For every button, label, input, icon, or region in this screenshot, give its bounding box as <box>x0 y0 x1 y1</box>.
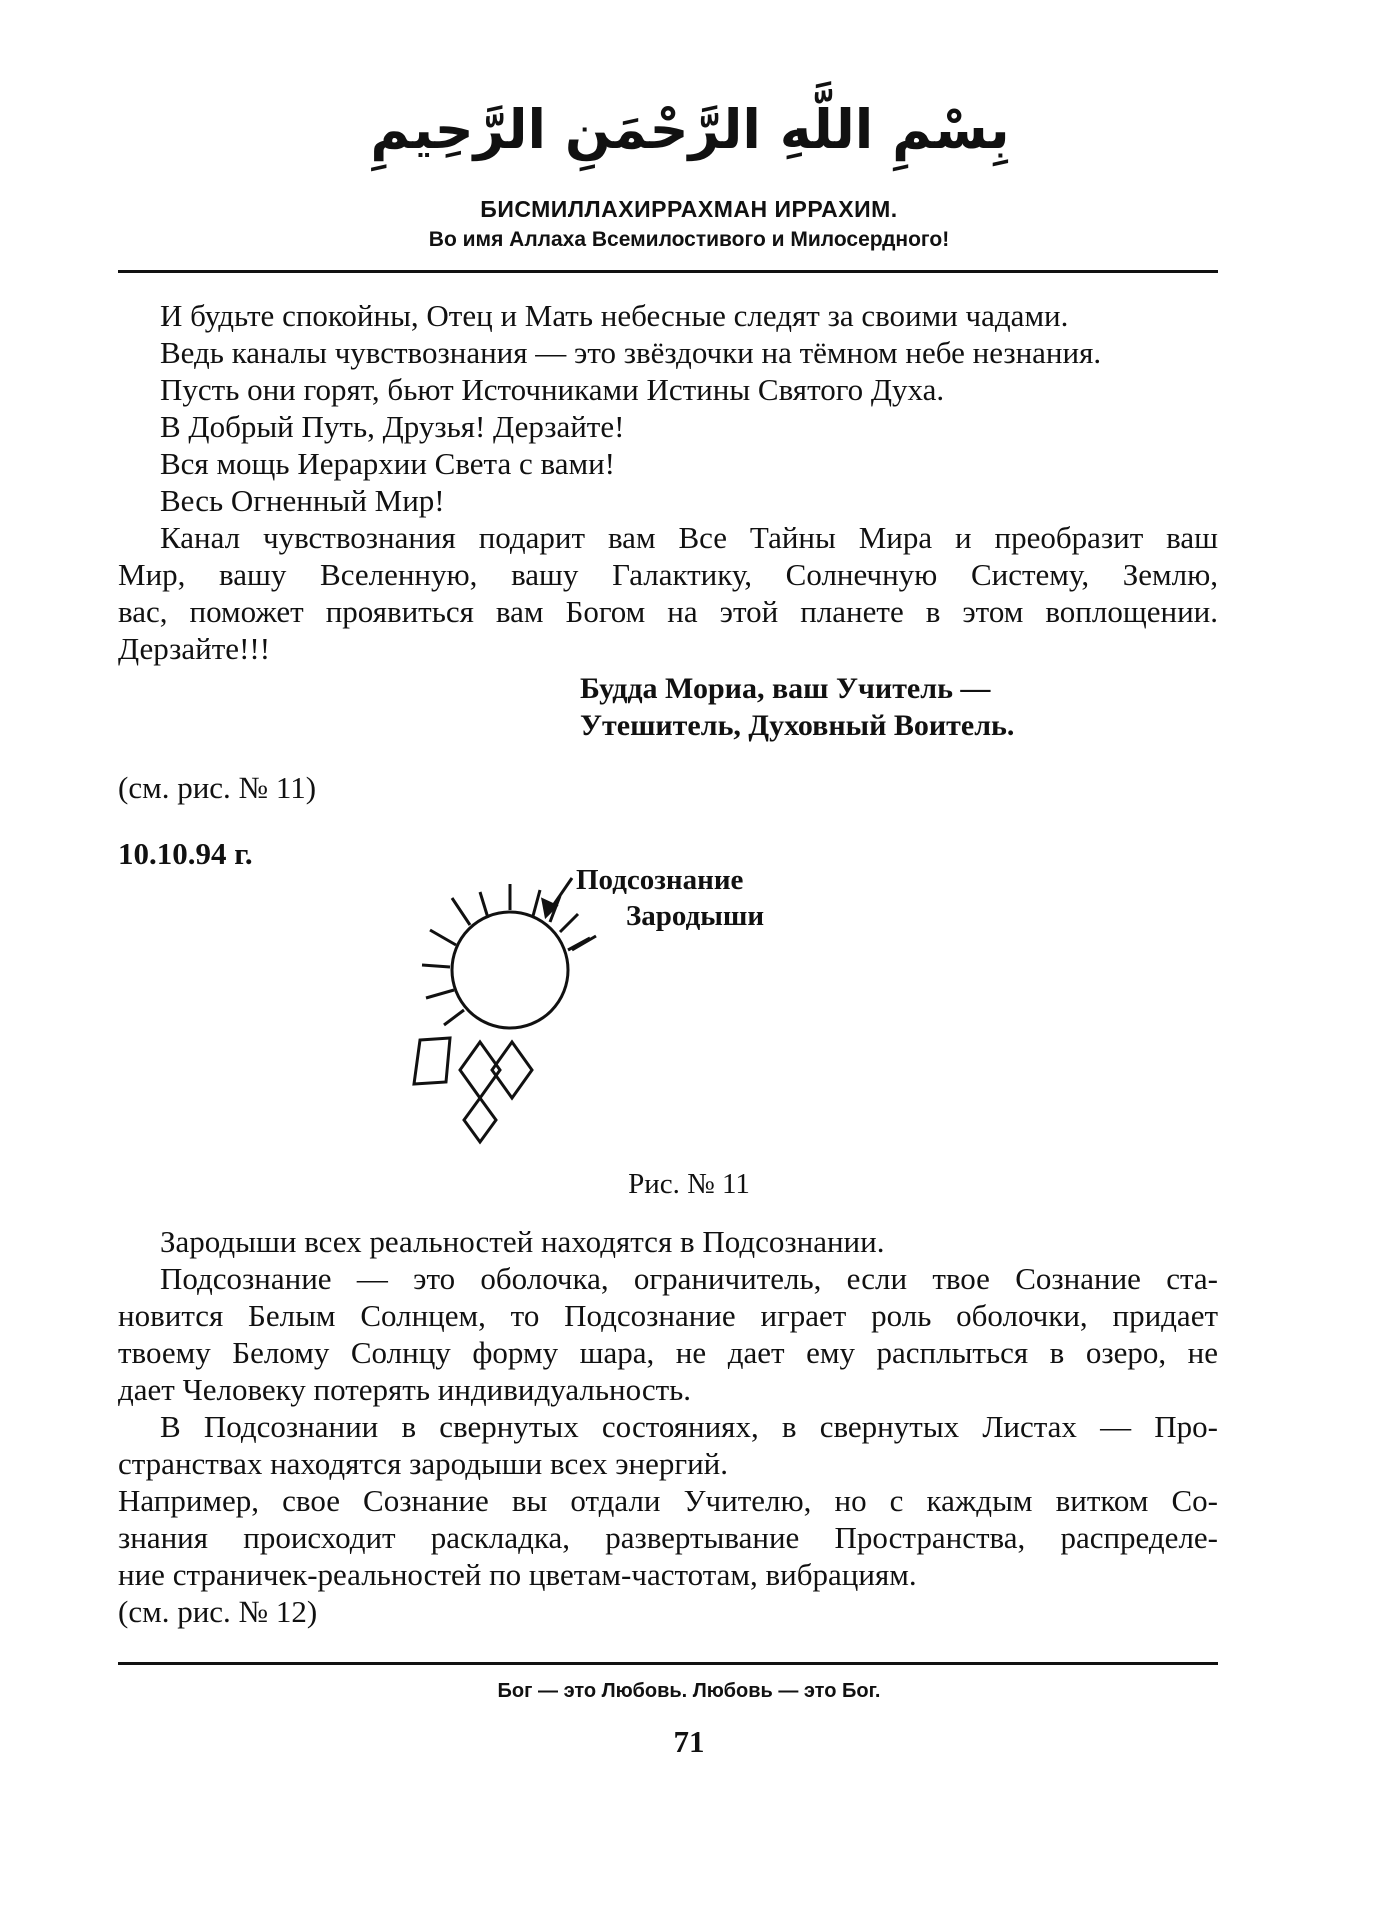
embryo-diamond <box>464 1098 496 1142</box>
text-line: Зародыши всех реальностей находятся в Подсознании. <box>160 1224 885 1259</box>
text-line: В Добрый Путь, Друзья! Дерзайте! <box>160 409 625 444</box>
header-divider <box>118 270 1218 273</box>
ray <box>560 914 578 932</box>
entry-date: 10.10.94 г. <box>118 836 253 871</box>
text-line: Канал чувствознания подарит вам Все Тайны Мира и преобразит ваш <box>160 520 1218 555</box>
text-line: Например, свое Сознание вы отдали Учителю, но с каждым витком Со- <box>118 1483 1218 1518</box>
label-embryos: Зародыши <box>626 900 765 932</box>
header-transliteration: БИСМИЛЛАХИРРАХМАН ИРРАХИМ. <box>480 196 898 222</box>
leader-line <box>572 936 596 950</box>
ray <box>452 898 470 925</box>
text-line: Весь Огненный Мир! <box>160 483 445 518</box>
text-line: (см. рис. № 12) <box>118 1594 318 1629</box>
embryo-square <box>414 1038 450 1084</box>
page-number: 71 <box>673 1724 705 1759</box>
ray <box>426 990 454 998</box>
text-line: дает Человеку потерять индивидуальность. <box>118 1372 692 1407</box>
ray <box>533 890 540 916</box>
header-translation: Во имя Аллаха Всемилостивого и Милосердного! <box>428 228 950 251</box>
text-line: знания происходит раскладка, развертывание Пространства, распределе- <box>118 1520 1218 1555</box>
bismillah-calligraphy <box>370 70 1010 180</box>
text-line: Ведь каналы чувствознания — это звёздочки на тёмном небе незнания. <box>160 335 1102 370</box>
signature-line: Будда Мориа, ваш Учитель — <box>580 672 991 705</box>
text-line: новится Белым Солнцем, то Подсознание играет роль оболочки, придает <box>118 1298 1218 1333</box>
text-line: Вся мощь Иерархии Света с вами! <box>160 446 616 481</box>
footer-motto: Бог — это Любовь. Любовь — это Бог. <box>497 1680 881 1702</box>
figure-11 <box>400 864 820 1160</box>
text-line: вас, поможет проявиться вам Богом на этой планете в этом воплощении. <box>118 594 1218 629</box>
ray <box>444 1010 464 1025</box>
text-line: В Подсознании в свернутых состояниях, в свернутых Листах — Про- <box>160 1409 1218 1444</box>
ray <box>422 965 450 967</box>
bismillah-text: بِسْمِ اللَّهِ الرَّحْمَنِ الرَّحِيمِ <box>370 98 1010 161</box>
text-line: Пусть они горят, бьют Источниками Истины Святого Духа. <box>160 372 945 407</box>
footer-divider <box>118 1662 1218 1665</box>
text-line: твоему Белому Солнцу форму шара, не дает ему расплыться в озеро, не <box>118 1335 1218 1370</box>
signature <box>580 670 1014 744</box>
figure-caption: Рис. № 11 <box>628 1168 750 1200</box>
sun-circle <box>452 912 568 1028</box>
paragraph-subconscious <box>118 1223 1218 1630</box>
text-line: Мир, вашу Вселенную, вашу Галактику, Солнечную Систему, Землю, <box>118 557 1218 592</box>
paragraph-blessing <box>118 297 1218 667</box>
text-line: Подсознание — это оболочка, ограничитель, если твое Сознание ста- <box>160 1261 1218 1296</box>
ray <box>430 930 456 945</box>
figure-reference: (см. рис. № 11) <box>118 770 317 805</box>
signature-line: Утешитель, Духовный Воитель. <box>580 709 1015 742</box>
embryo-diamond <box>492 1042 532 1098</box>
text-line: странствах находятся зародыши всех энергий. <box>118 1446 728 1481</box>
text-line: И будьте спокойны, Отец и Мать небесные следят за своими чадами. <box>160 298 1069 333</box>
label-subconscious: Подсознание <box>576 864 744 896</box>
text-line: ние страничек-реальностей по цветам-частотам, вибрациям. <box>118 1557 917 1592</box>
embryo-diamond <box>460 1042 500 1098</box>
text-line: Дерзайте!!! <box>118 631 271 666</box>
ray <box>480 892 488 918</box>
